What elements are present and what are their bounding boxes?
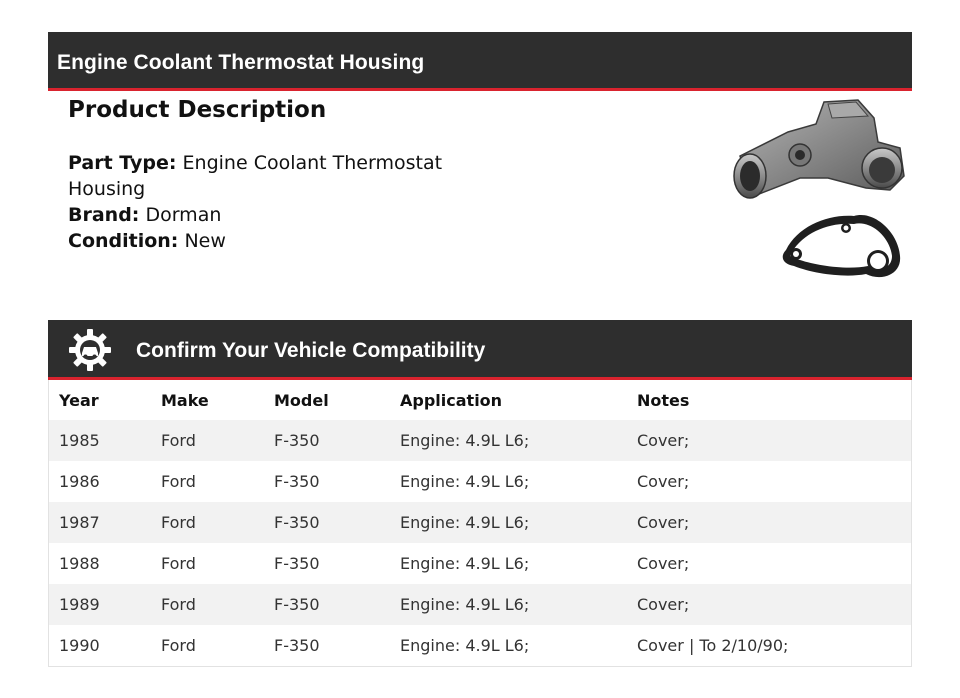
cell-notes: Cover; [637,595,690,614]
part-type-line [68,150,448,202]
cell-make: Ford [161,513,196,532]
cell-model: F-350 [274,554,320,573]
brand-label: Brand: [68,204,140,226]
cell-application: Engine: 4.9L L6; [400,513,530,532]
cell-year: 1985 [59,431,100,450]
cell-year: 1989 [59,595,100,614]
condition-label: Condition: [68,230,179,252]
header-notes: Notes [637,390,690,410]
cell-make: Ford [161,472,196,491]
condition-line [68,228,448,254]
brand-line [68,202,448,228]
table-row [49,502,912,543]
cell-make: Ford [161,636,196,655]
cell-model: F-350 [274,595,320,614]
cell-model: F-350 [274,513,320,532]
cell-notes: Cover; [637,431,690,450]
compatibility-table [48,380,912,667]
product-image [728,98,908,288]
description-body [68,150,448,254]
table-row [49,543,912,584]
cell-make: Ford [161,595,196,614]
header-model: Model [274,390,329,410]
condition-value: New [184,230,226,252]
header-application: Application [400,390,503,410]
table-row [49,625,912,667]
cell-application: Engine: 4.9L L6; [400,595,530,614]
table-row [49,420,912,461]
header-make: Make [161,390,209,410]
cell-model: F-350 [274,472,320,491]
cell-make: Ford [161,554,196,573]
cell-year: 1986 [59,472,100,491]
header-year: Year [59,390,99,410]
part-type-value: Engine Coolant Thermostat Housing [68,152,443,200]
product-title-banner [48,32,912,91]
compatibility-banner [48,320,912,380]
table-row [49,461,912,502]
cell-notes: Cover; [637,554,690,573]
table-row [49,584,912,625]
brand-value: Dorman [145,204,222,226]
compatibility-title: Confirm Your Vehicle Compatibility [136,339,486,362]
cell-model: F-350 [274,636,320,655]
cell-year: 1987 [59,513,100,532]
cell-notes: Cover; [637,472,690,491]
cell-model: F-350 [274,431,320,450]
cell-notes: Cover; [637,513,690,532]
part-type-label: Part Type: [68,152,177,174]
cell-make: Ford [161,431,196,450]
description-heading: Product Description [68,97,327,123]
cell-year: 1988 [59,554,100,573]
cell-application: Engine: 4.9L L6; [400,431,530,450]
cell-application: Engine: 4.9L L6; [400,472,530,491]
cell-application: Engine: 4.9L L6; [400,636,530,655]
table-header-row [49,380,912,420]
product-title: Engine Coolant Thermostat Housing [57,51,425,74]
cell-notes: Cover | To 2/10/90; [637,636,789,655]
cell-application: Engine: 4.9L L6; [400,554,530,573]
gear-car-icon [68,328,112,372]
cell-year: 1990 [59,636,100,655]
